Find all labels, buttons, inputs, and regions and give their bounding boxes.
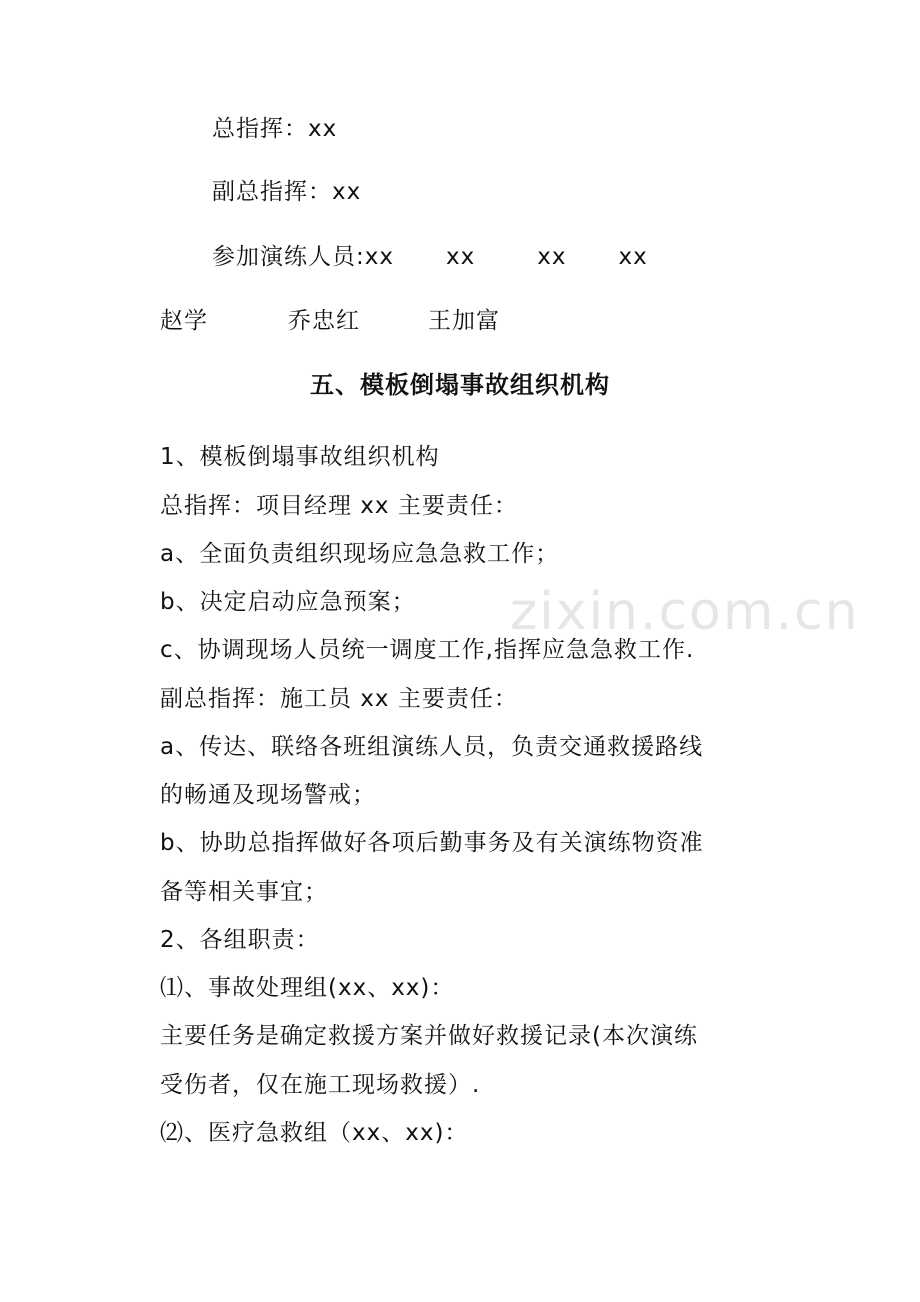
participant-fullname: 乔忠红: [288, 308, 360, 334]
group-1-title: ⑴、事故处理组(xx、xx)：: [160, 975, 455, 1001]
participant-name: xx: [445, 244, 476, 270]
participant-names-line: [160, 305, 780, 337]
deputy-commander-line: 副总指挥：xx: [212, 179, 362, 205]
commander-duty-a: a、全面负责组织现场应急急救工作；: [160, 541, 560, 567]
participants-label: 参加演练人员:: [212, 244, 365, 270]
participant-fullname: 王加富: [428, 308, 500, 334]
commander-responsibility-heading: 总指挥：项目经理 xx 主要责任：: [160, 493, 518, 519]
watermark: zixin.com.cn: [510, 582, 860, 642]
participant-name: xx: [537, 244, 567, 270]
deputy-duty-b-line-1: b、协助总指挥做好各项后勤事务及有关演练物资准: [160, 830, 704, 856]
deputy-duty-a-line-1: a、传达、联络各班组演练人员，负责交通救援路线: [160, 734, 704, 760]
group-2-title: ⑵、医疗急救组（xx、xx)：: [160, 1120, 469, 1146]
participants-line: [212, 241, 832, 273]
participant-name: xx: [364, 244, 394, 270]
group-1-task-line-1: 主要任务是确定救援方案并做好救援记录(本次演练: [160, 1023, 698, 1049]
sub-heading-1: 1、模板倒塌事故组织机构: [160, 444, 440, 470]
deputy-duty-b-line-2: 备等相关事宜；: [160, 879, 328, 905]
participant-name: xx: [618, 244, 648, 270]
participant-fullname: 赵学: [160, 308, 208, 334]
section-title: 五、模板倒塌事故组织机构: [310, 371, 610, 399]
commander-line: 总指挥：xx: [212, 116, 338, 142]
deputy-responsibility-heading: 副总指挥：施工员 xx 主要责任：: [160, 686, 518, 712]
sub-heading-2: 2、各组职责：: [160, 927, 320, 953]
commander-duty-c: c、协调现场人员统一调度工作,指挥应急急救工作.: [160, 637, 695, 663]
deputy-duty-a-line-2: 的畅通及现场警戒；: [160, 782, 376, 808]
group-1-task-line-2: 受伤者，仅在施工现场救援）.: [160, 1072, 481, 1098]
commander-duty-b: b、决定启动应急预案；: [160, 589, 416, 615]
